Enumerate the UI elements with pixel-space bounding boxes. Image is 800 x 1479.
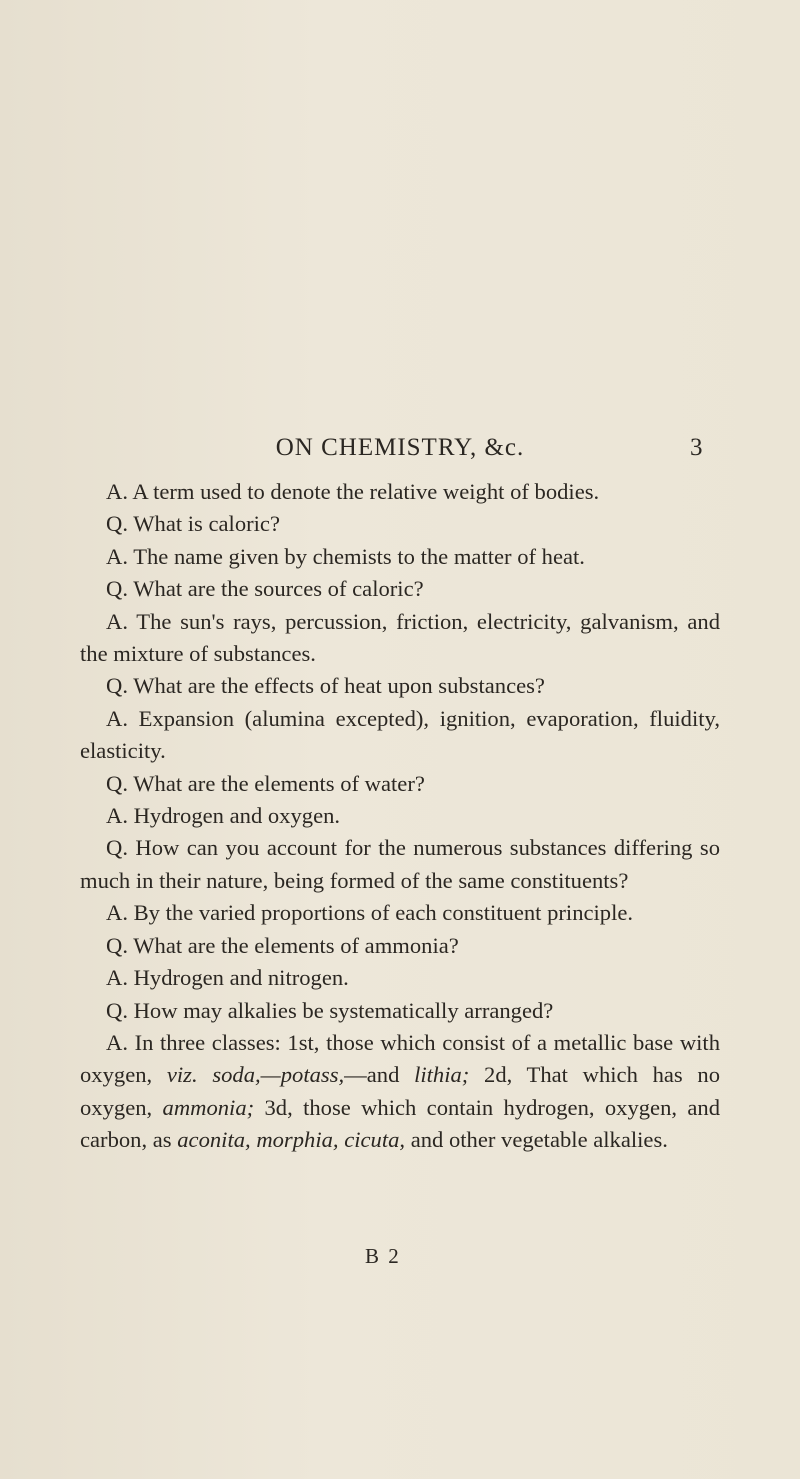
paragraph: Q. What are the elements of ammonia? <box>106 932 459 958</box>
paragraph: A. The name given by chemists to the matter of heat. <box>106 543 585 569</box>
paragraph: Q. What is caloric? <box>106 511 280 537</box>
italic-run: aconita, morphia, cicuta, <box>177 1127 406 1153</box>
italic-run: ammonia; <box>162 1094 255 1120</box>
signature-mark: B 2 <box>365 1244 401 1268</box>
paragraph: Q. What are the elements of water? <box>106 770 425 796</box>
paragraph: A. Hydrogen and nitrogen. <box>106 965 349 991</box>
running-header: ON CHEMISTRY, &c. <box>275 434 525 461</box>
text-run: and other vegetable alkalies. <box>405 1127 668 1153</box>
italic-run: lithia; <box>414 1062 470 1088</box>
page-body <box>80 476 720 1157</box>
text-run: A. In three classes: 1st, those which consist of a metallic base with oxygen, <box>80 1029 720 1088</box>
paragraph: A. By the varied proportions of each constituent principle. <box>106 900 634 926</box>
page-number: 3 <box>690 434 703 461</box>
paragraph-alkali-classes <box>80 1027 720 1157</box>
paragraph: Q. What are the sources of caloric? <box>106 576 424 602</box>
paragraph: A. Hydrogen and oxygen. <box>106 803 341 829</box>
paragraph: A. A term used to denote the relative weight of bodies. <box>106 479 600 504</box>
paragraph: A. Expansion (alumina excepted), ignition, evaporation, fluidity, elasticity. <box>80 705 720 764</box>
text-run: —and <box>344 1062 415 1088</box>
paragraph: A. The sun's rays, percussion, friction, electricity, galvanism, and the mixture of substances. <box>80 608 720 667</box>
italic-run: viz. soda,—potass, <box>166 1062 345 1088</box>
paragraph: Q. How can you account for the numerous substances differing so much in their nature, being formed of the same constituents? <box>80 835 720 893</box>
text-run: 3d, those which contain hydrogen, oxygen, and carbon, as <box>80 1094 720 1153</box>
paragraph: Q. What are the effects of heat upon substances? <box>106 673 545 699</box>
text-run: 2d, That which has no oxygen, <box>80 1062 720 1120</box>
paragraph: Q. How may alkalies be systematically arranged? <box>106 997 554 1023</box>
